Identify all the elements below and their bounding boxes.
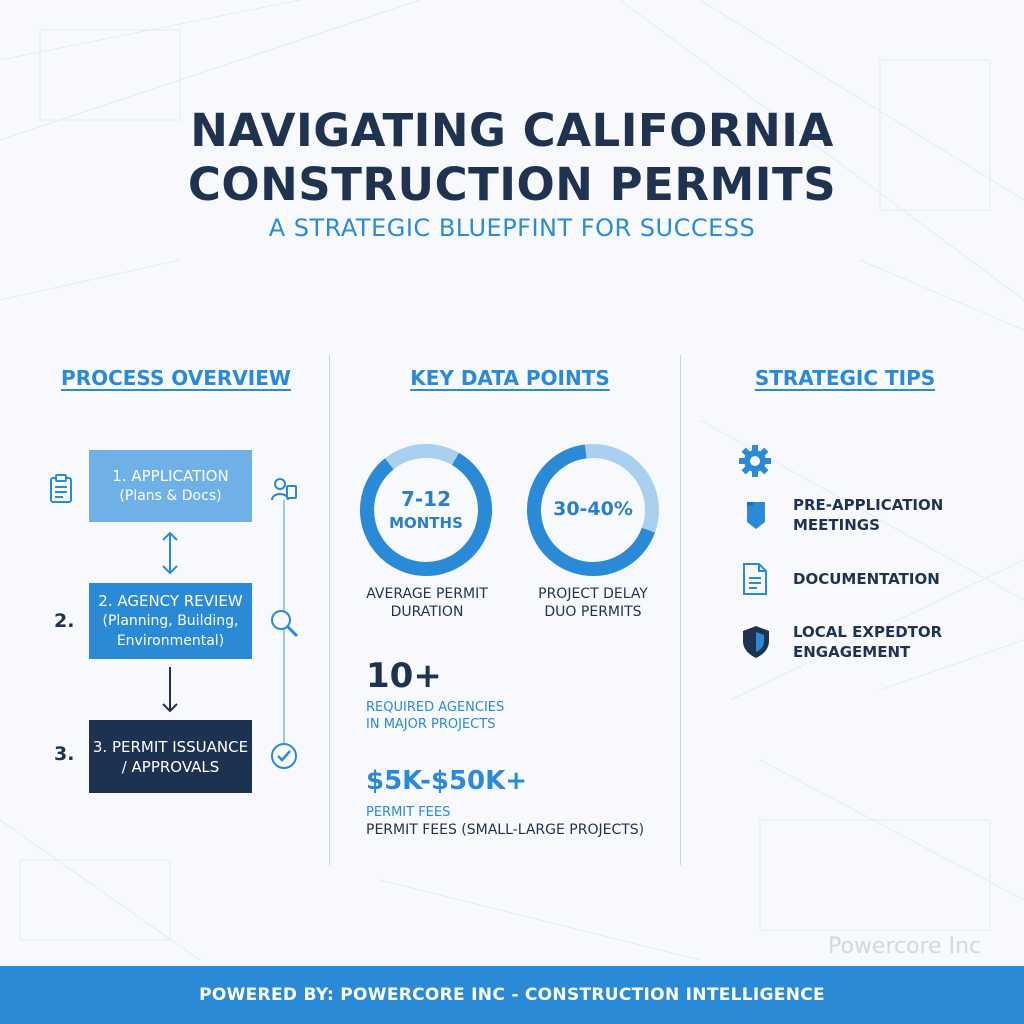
check-circle-icon	[270, 742, 298, 770]
column-divider-1	[329, 355, 330, 865]
delay-ring-value: 30-40%	[553, 498, 633, 520]
title-line-1: NAVIGATING CALIFORNIA	[190, 104, 834, 157]
document-icon	[741, 562, 769, 596]
duration-caption-line-2: DURATION	[390, 604, 464, 620]
duration-caption	[350, 585, 504, 621]
bookmark-icon	[745, 500, 767, 530]
delay-caption	[518, 585, 668, 621]
page-title	[0, 104, 1024, 212]
clipboard-icon	[48, 474, 74, 504]
footer-banner: POWERED BY: POWERCORE INC - CONSTRUCTION INTELLIGENCE	[0, 966, 1024, 1024]
page-subtitle: A STRATEGIC BLUEPFINT FOR SUCCESS	[268, 214, 756, 242]
person-icon	[270, 476, 298, 502]
data-points-heading: KEY DATA POINTS	[410, 366, 610, 390]
duration-value: 7-12	[400, 487, 452, 511]
step-application-title: 1. APPLICATION	[112, 467, 229, 485]
step-permit-issuance-detail: / APPROVALS	[121, 757, 220, 776]
duration-ring-value	[358, 487, 494, 535]
column-divider-2	[680, 355, 681, 865]
tip-documentation: DOCUMENTATION	[793, 570, 940, 588]
step-number-3: 3.	[54, 743, 75, 765]
step-permit-issuance-title: 3. PERMIT ISSUANCE	[92, 737, 249, 756]
tip-local-expeditor-line-1: LOCAL EXPEDTOR	[793, 623, 943, 641]
duration-unit: MONTHS	[389, 514, 463, 532]
tips-heading: STRATEGIC TIPS	[754, 366, 936, 390]
agencies-value: 10+	[366, 656, 442, 696]
duration-caption-line-1: AVERAGE PERMIT	[366, 586, 488, 602]
fees-label: PERMIT FEES	[366, 805, 451, 820]
delay-caption-line-1: PROJECT DELAY	[538, 586, 648, 602]
arrow-down-icon	[158, 665, 182, 715]
tip-pre-application	[793, 495, 943, 535]
magnifier-icon	[269, 608, 299, 638]
gear-icon	[738, 444, 772, 478]
tip-pre-application-line-1: PRE-APPLICATION	[793, 496, 944, 514]
delay-caption-line-2: DUO PERMITS	[544, 604, 642, 620]
watermark: Powercore Inc	[828, 934, 982, 959]
tip-local-expeditor	[793, 622, 942, 662]
fees-value: $5K-$50K+	[366, 766, 528, 796]
step-agency-review-title: 2. AGENCY REVIEW	[98, 592, 243, 610]
tip-pre-application-line-2: MEETINGS	[793, 516, 880, 534]
step-permit-issuance	[89, 720, 252, 793]
step-application	[89, 450, 252, 522]
agencies-label-line-2: IN MAJOR PROJECTS	[366, 717, 496, 732]
step-number-2: 2.	[54, 610, 75, 632]
double-arrow-icon	[158, 530, 182, 576]
agencies-label	[366, 699, 504, 733]
shield-icon	[740, 624, 772, 660]
tip-local-expeditor-line-2: ENGAGEMENT	[793, 643, 911, 661]
step-agency-review	[89, 583, 252, 659]
process-heading: PROCESS OVERVIEW	[61, 366, 291, 390]
title-line-2: CONSTRUCTION PERMITS	[187, 158, 837, 211]
step-application-detail: (Plans & Docs)	[119, 488, 222, 504]
step-agency-review-detail: (Planning, Building, Environmental)	[102, 613, 239, 649]
agencies-label-line-1: REQUIRED AGENCIES	[366, 700, 505, 715]
fees-detail: PERMIT FEES (SMALL-LARGE PROJECTS)	[366, 822, 645, 838]
